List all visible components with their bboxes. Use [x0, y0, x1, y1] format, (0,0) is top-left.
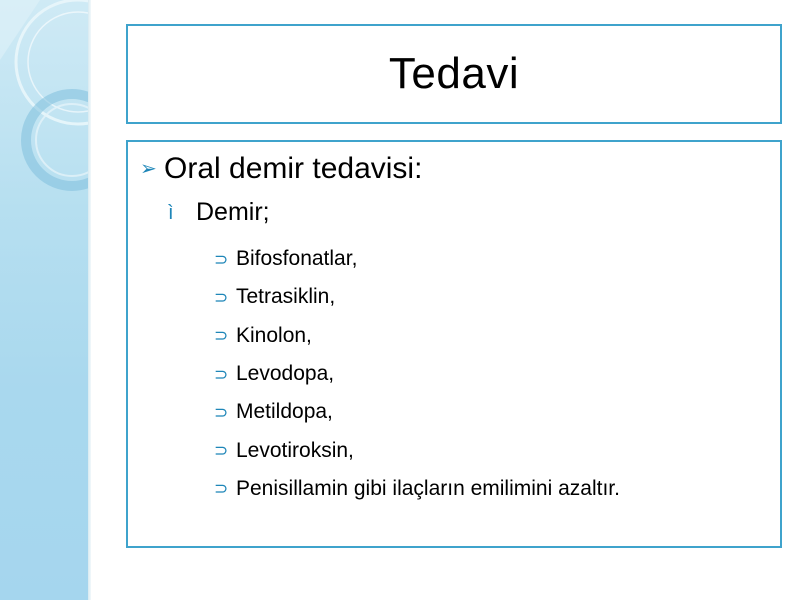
level3-bullet-icon: ⊃	[214, 326, 229, 346]
list-item	[214, 317, 620, 355]
arrow-bullet-icon: ➢	[140, 158, 157, 180]
level2-bullet-item	[168, 198, 270, 227]
level3-bullet-icon: ⊃	[214, 402, 229, 422]
list-item-text: Penisillamin gibi ilaçların emilimini azaltır.	[236, 476, 620, 500]
level3-bullet-icon: ⊃	[214, 287, 229, 307]
level3-bullet-icon: ⊃	[214, 249, 229, 269]
level3-bullet-icon: ⊃	[214, 441, 229, 461]
list-item	[214, 278, 620, 316]
list-item-text: Tetrasiklin,	[236, 285, 336, 309]
list-item	[214, 470, 620, 508]
content-placeholder	[126, 140, 782, 548]
level3-bullet-list	[214, 240, 620, 508]
level3-bullet-icon: ⊃	[214, 479, 229, 499]
slide-title: Tedavi	[388, 49, 520, 98]
list-item	[214, 393, 620, 431]
level1-text: Oral demir tedavisi:	[164, 152, 423, 185]
level2-bullet-icon: ì	[168, 201, 174, 224]
level3-bullet-icon: ⊃	[214, 364, 229, 384]
level1-bullet-item	[140, 152, 422, 186]
list-item	[214, 240, 620, 278]
list-item-text: Levodopa,	[236, 362, 335, 386]
list-item-text: Metildopa,	[236, 400, 333, 424]
list-item-text: Kinolon,	[236, 323, 312, 347]
list-item	[214, 431, 620, 469]
list-item-text: Bifosfonatlar,	[236, 247, 358, 271]
decorative-side-panel	[0, 0, 88, 600]
decorative-circles-graphic	[0, 0, 88, 600]
list-item	[214, 355, 620, 393]
level2-text: Demir;	[196, 198, 270, 226]
list-item-text: Levotiroksin,	[236, 438, 354, 462]
side-panel-edge	[88, 0, 91, 600]
title-placeholder	[126, 24, 782, 124]
